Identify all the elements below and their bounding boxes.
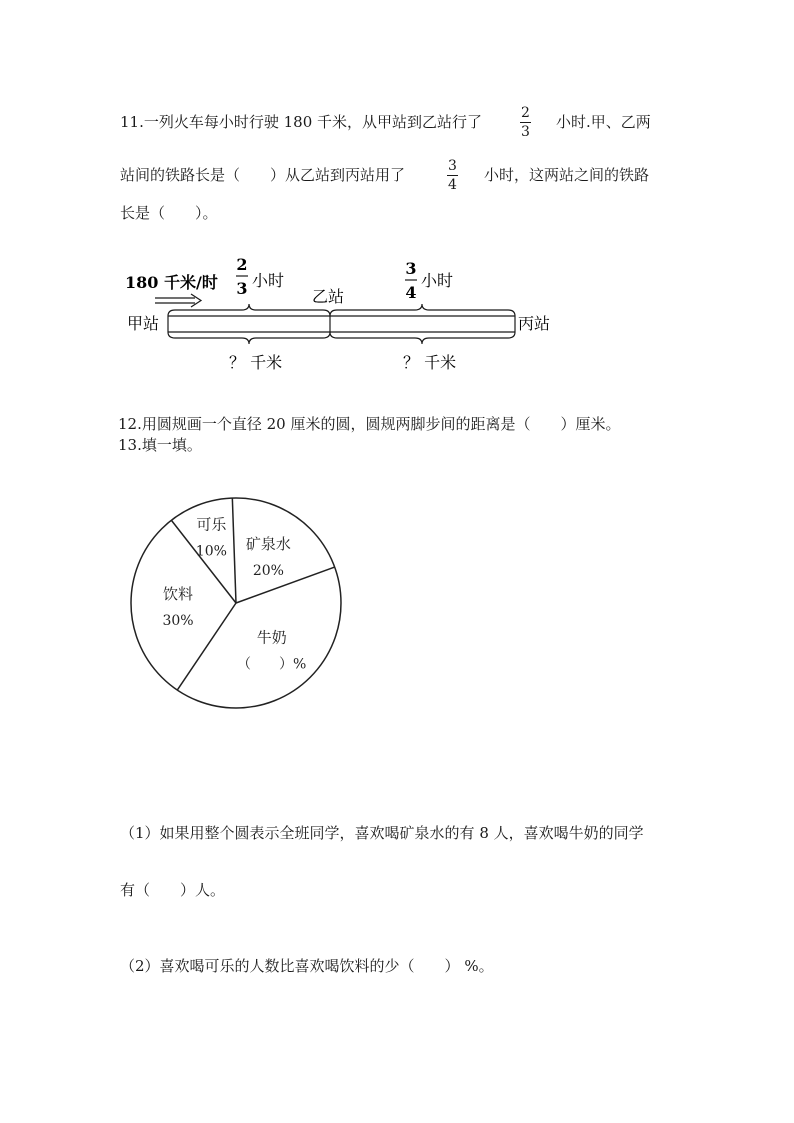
q13-text: 13.填一填。	[118, 436, 202, 454]
q11-line2-a: 站间的铁路长是（ ）从乙站到丙站用了	[120, 166, 406, 184]
pie-slice-divider	[232, 498, 236, 603]
fraction-bar	[447, 175, 458, 176]
segment-diagram	[115, 250, 565, 380]
q11-line2-b: 小时，这两站之间的铁路	[484, 166, 650, 184]
pie-slice-label: 牛奶	[256, 628, 287, 647]
top-brace-right	[330, 304, 515, 316]
station-a-label: 甲站	[127, 314, 160, 333]
railway-track	[168, 316, 515, 332]
fraction-numerator: 3	[448, 158, 457, 174]
station-c-label: 丙站	[518, 314, 551, 333]
pie-slice-label: 可乐	[196, 515, 227, 534]
q11-line1-b: 小时.甲、乙两	[556, 113, 651, 131]
pie-slice-value: （ ）%	[237, 656, 307, 673]
q11-line1-a: 11.一列火车每小时行驶 180 千米，从甲站到乙站行了	[120, 113, 483, 131]
diagram-frac-right-num: 3	[405, 259, 417, 278]
fraction-denominator: 4	[448, 177, 457, 193]
sub1-line-a: （1）如果用整个圆表示全班同学，喜欢喝矿泉水的有 8 人，喜欢喝牛奶的同学	[120, 824, 644, 842]
bottom-brace-right	[330, 332, 515, 344]
unknown-distance-right: ？ 千米	[403, 353, 457, 372]
pie-chart	[125, 490, 350, 715]
bottom-brace-left	[168, 332, 330, 344]
pie-slice-label: 饮料	[163, 585, 194, 604]
diagram-frac-right-den: 4	[405, 283, 417, 302]
fraction-bar	[520, 122, 531, 123]
pie-slice-label: 矿泉水	[245, 534, 291, 553]
sub2-text: （2）喜欢喝可乐的人数比喜欢喝饮料的少（ ） %。	[120, 957, 494, 975]
diagram-frac-right-unit: 小时	[421, 271, 454, 290]
pie-slice-value: 10%	[195, 543, 227, 560]
pie-slice-divider	[236, 567, 335, 603]
diagram-frac-left-unit: 小时	[252, 271, 285, 290]
q11-line3: 长是（ ）。	[120, 204, 218, 222]
speed-label: 180 千米/时	[125, 273, 218, 292]
sub1-line-b: 有（ ）人。	[120, 881, 226, 899]
fraction-denominator: 3	[521, 124, 530, 140]
pie-slice-value: 30%	[162, 613, 194, 630]
diagram-frac-left-den: 3	[236, 279, 248, 298]
diagram-frac-left-num: 2	[236, 255, 248, 274]
station-b-label: 乙站	[312, 287, 345, 306]
q12-text: 12.用圆规画一个直径 20 厘米的圆，圆规两脚步间的距离是（ ）厘米。	[118, 415, 621, 433]
fraction-numerator: 2	[521, 105, 530, 121]
q11-fraction-2	[447, 159, 458, 192]
q11-fraction-1	[520, 106, 531, 139]
unknown-distance-left: ？ 千米	[229, 353, 283, 372]
direction-arrow-icon	[155, 294, 201, 307]
pie-slice-value: 20%	[252, 562, 284, 579]
